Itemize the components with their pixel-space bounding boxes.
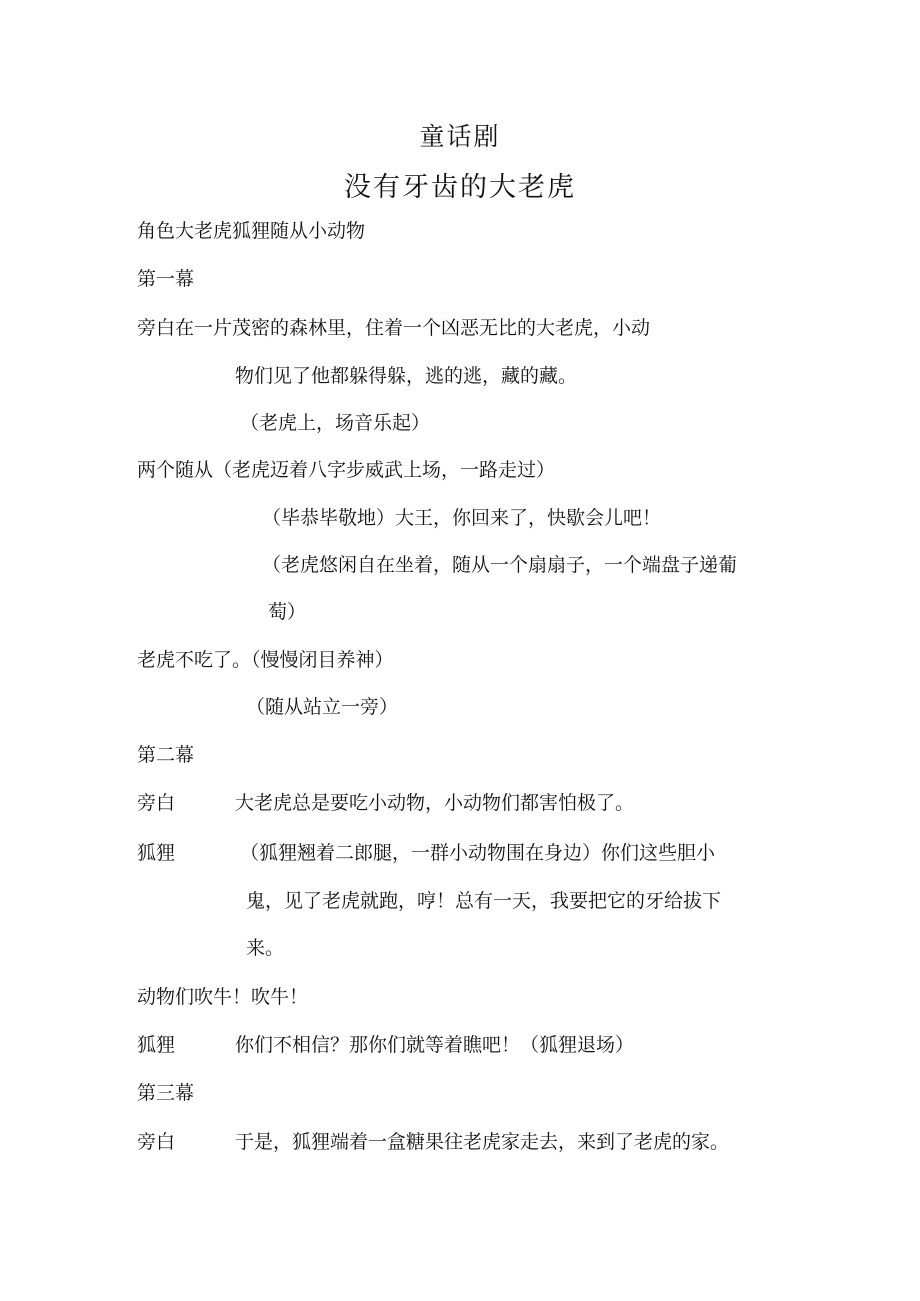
act1-stage-direction-2-line2: 萄） <box>268 601 307 623</box>
act2-narrator-text: 大老虎总是要吃小动物，小动物们都害怕极了。 <box>235 792 635 814</box>
act1-attendants-speech: （毕恭毕敬地）大王，你回来了，快歇会儿吧！ <box>262 507 662 529</box>
act2-heading: 第二幕 <box>137 744 195 766</box>
act2-animals-line: 动物们吹牛！吹牛！ <box>137 986 309 1008</box>
act2-fox-speaker: 狐狸 <box>137 842 176 864</box>
act1-stage-direction-2-line1: （老虎悠闲自在坐着，随从一个扇扇子，一个端盘子递葡 <box>262 554 738 576</box>
act3-heading: 第三幕 <box>137 1082 195 1104</box>
act2-fox2-speaker: 狐狸 <box>137 1034 176 1056</box>
act1-heading: 第一幕 <box>137 268 195 290</box>
roles-line: 角色大老虎狐狸随从小动物 <box>137 220 366 242</box>
act1-tiger-line: 老虎不吃了。（慢慢闭目养神） <box>137 649 394 671</box>
act2-fox-text-line1: （狐狸翘着二郎腿，一群小动物围在身边）你们这些胆小 <box>240 842 716 864</box>
act1-attendants-line: 两个随从（老虎迈着八字步威武上场，一路走过） <box>137 459 556 481</box>
act2-fox-text-line2: 鬼，见了老虎就跑，哼！总有一天，我要把它的牙给拔下 <box>246 890 722 912</box>
act1-narration-line2: 物们见了他都躲得躲，逃的逃，藏的藏。 <box>235 365 578 387</box>
act1-stage-direction-1: （老虎上，场音乐起） <box>240 412 431 434</box>
page-title: 童话剧 <box>419 122 501 151</box>
act3-narrator-text: 于是，狐狸端着一盒糖果往老虎家走去，来到了老虎的家。 <box>235 1131 730 1153</box>
play-title: 没有牙齿的大老虎 <box>344 172 576 203</box>
act1-narration-line1: 旁白在一片茂密的森林里，住着一个凶恶无比的大老虎，小动 <box>137 317 651 339</box>
act2-fox2-text: 你们不相信？那你们就等着瞧吧！（狐狸退场） <box>235 1034 635 1056</box>
act1-stage-direction-3: （随从站立一旁） <box>246 696 399 718</box>
act2-fox-text-line3: 来。 <box>246 937 285 959</box>
act3-narrator-speaker: 旁白 <box>137 1131 176 1153</box>
act2-narrator-speaker: 旁白 <box>137 792 176 814</box>
